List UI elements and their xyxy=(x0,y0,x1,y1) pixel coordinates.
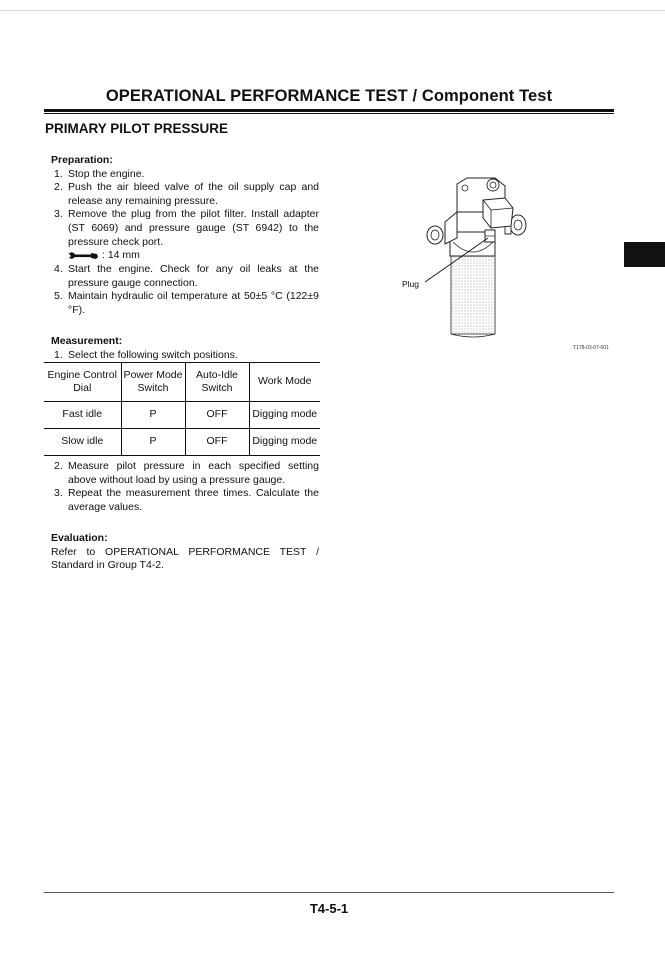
table-cell: Fast idle xyxy=(44,402,121,429)
measurement-step: 2. Measure pilot pressure in each specified setting above without load by using a pressure gauge. xyxy=(54,460,319,486)
switch-positions-table xyxy=(44,362,320,456)
header-rule-thin xyxy=(44,113,614,114)
measurement-block xyxy=(51,335,319,362)
section-title: PRIMARY PILOT PRESSURE xyxy=(45,121,229,136)
table-row xyxy=(44,402,320,429)
wrench-icon xyxy=(67,251,99,261)
evaluation-heading: Evaluation: xyxy=(51,532,108,544)
measurement-step: 1. Select the following switch positions. xyxy=(54,348,238,361)
table-row xyxy=(44,429,320,456)
table-header-cell: Auto-Idle Switch xyxy=(185,363,249,402)
evaluation-text: Refer to OPERATIONAL PERFORMANCE TEST / Standard in Group T4-2. xyxy=(51,545,319,572)
section-tab-marker xyxy=(624,242,665,267)
preparation-step: 2. Push the air bleed valve of the oil supply cap and release any remaining pressure. xyxy=(54,181,319,207)
table-cell: Digging mode xyxy=(249,402,320,429)
header-rule xyxy=(44,109,614,112)
figure-id: T178-03-07-001 xyxy=(573,345,609,351)
tool-size-line xyxy=(51,249,319,263)
top-border-line xyxy=(0,10,665,11)
table-header-row xyxy=(44,363,320,402)
preparation-step: 1. Stop the engine. xyxy=(54,167,145,180)
table-cell: OFF xyxy=(185,402,249,429)
preparation-step: 3. Remove the plug from the pilot filter. Install adapter (ST 6069) and pressure gauge (ST 6942) to the pressure check port. xyxy=(54,208,319,248)
measurement-step: 3. Repeat the measurement three times. Calculate the average values. xyxy=(54,487,319,513)
pilot-filter-illustration xyxy=(395,172,545,342)
table-cell: P xyxy=(121,429,185,456)
footer-rule xyxy=(44,892,614,893)
table-cell: Slow idle xyxy=(44,429,121,456)
evaluation-block xyxy=(51,532,319,573)
page-header-title: OPERATIONAL PERFORMANCE TEST / Component Test xyxy=(105,87,553,105)
page-number: T4-5-1 xyxy=(309,901,349,916)
table-header-cell: Engine Control Dial xyxy=(44,363,121,402)
table-cell: Digging mode xyxy=(249,429,320,456)
table-header-cell: Work Mode xyxy=(249,363,320,402)
plug-callout-label: Plug xyxy=(402,279,420,289)
preparation-block xyxy=(51,154,319,318)
tool-size-text: : 14 mm xyxy=(102,249,140,262)
measurement-steps-block xyxy=(51,460,319,514)
table-cell: OFF xyxy=(185,429,249,456)
table-cell: P xyxy=(121,402,185,429)
table-header-cell: Power Mode Switch xyxy=(121,363,185,402)
preparation-step: 4. Start the engine. Check for any oil leaks at the pressure gauge connection. xyxy=(54,263,319,289)
preparation-step: 5. Maintain hydraulic oil temperature at 50±5 °C (122±9 °F). xyxy=(54,290,319,316)
preparation-heading: Preparation: xyxy=(51,154,113,166)
measurement-heading: Measurement: xyxy=(51,335,123,347)
